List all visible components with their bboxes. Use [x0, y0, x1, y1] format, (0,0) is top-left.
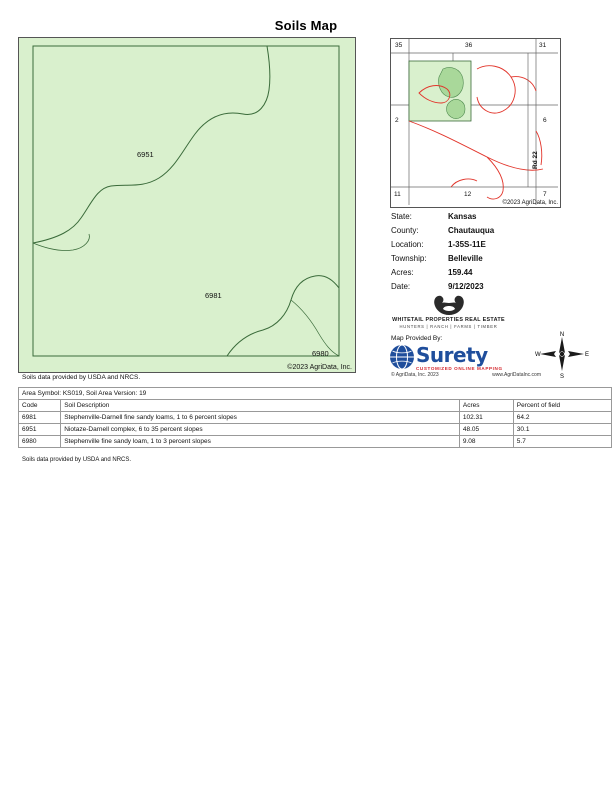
map-footnote: Soils data provided by USDA and NRCS. — [22, 374, 141, 381]
info-value: 159.44 — [448, 267, 473, 277]
svg-text:E: E — [584, 352, 590, 358]
info-label: Township: — [391, 253, 427, 263]
column-header-description: Soil Description — [61, 400, 460, 412]
soil-description: Niotaze-Darnell complex, 6 to 35 percent slopes — [61, 424, 460, 436]
agridata-website: www.AgriDataInc.com — [492, 372, 541, 378]
surety-footer — [391, 372, 541, 378]
soil-percent: 30.1 — [513, 424, 611, 436]
brand-tagline: HUNTERS | RANCH | FARMS | TIMBER — [399, 324, 498, 329]
info-value: Chautauqua — [448, 225, 495, 235]
info-value: Kansas — [448, 211, 477, 221]
soil-code: 6981 — [19, 412, 61, 424]
soil-acres: 9.08 — [459, 436, 513, 448]
info-row-location — [391, 237, 571, 251]
soil-map[interactable] — [18, 37, 356, 373]
surety-wordmark: Surety — [416, 343, 488, 367]
soil-code: 6980 — [19, 436, 61, 448]
info-row-date — [391, 279, 571, 293]
compass-rose — [532, 329, 592, 379]
svg-text:W: W — [535, 352, 541, 358]
info-label: State: — [391, 211, 412, 221]
info-value: 9/12/2023 — [448, 281, 484, 291]
column-header-code: Code — [19, 400, 61, 412]
locator-section-label: 31 — [539, 42, 547, 49]
svg-text:S: S — [559, 374, 565, 379]
table-row — [19, 436, 612, 448]
soils-table — [18, 387, 612, 448]
surety-tagline: CUSTOMIZED ONLINE MAPPING — [416, 366, 503, 371]
compass-icon — [532, 329, 592, 379]
svg-text:N: N — [559, 332, 565, 338]
locator-map[interactable] — [390, 38, 561, 208]
soil-percent: 64.2 — [513, 412, 611, 424]
table-footnote: Soils data provided by USDA and NRCS. — [22, 457, 132, 463]
globe-icon — [389, 344, 415, 370]
column-header-acres: Acres — [459, 400, 513, 412]
table-row — [19, 424, 612, 436]
info-label: Acres: — [391, 267, 414, 277]
column-header-percent: Percent of field — [513, 400, 611, 412]
soil-map-label: 6981 — [205, 291, 222, 300]
page-title: Soils Map — [274, 18, 338, 33]
agridata-copyright: © AgriData, Inc. 2023 — [391, 372, 439, 378]
soil-acres: 102.31 — [459, 412, 513, 424]
info-label: Date: — [391, 281, 411, 291]
area-symbol-text: Area Symbol: KS019, Soil Area Version: 19 — [19, 388, 612, 400]
soil-description: Stephenville-Darnell fine sandy loams, 1 to 6 percent slopes — [61, 412, 460, 424]
map-provided-by-label: Map Provided By: — [391, 335, 443, 342]
locator-section-label: 2 — [395, 117, 399, 124]
soil-map-polygons — [19, 38, 353, 370]
soil-map-label: 6951 — [137, 150, 154, 159]
antler-icon — [429, 294, 469, 316]
info-row-state — [391, 209, 571, 223]
soil-acres: 48.05 — [459, 424, 513, 436]
soil-map-label: 6980 — [312, 349, 329, 358]
brand-name: WHITETAIL PROPERTIES REAL ESTATE — [392, 317, 505, 323]
info-row-acres — [391, 265, 571, 279]
table-header-row — [19, 400, 612, 412]
locator-section-label: 6 — [543, 117, 547, 124]
road-label: Rd 22 — [532, 151, 539, 169]
info-row-township — [391, 251, 571, 265]
locator-section-label: 36 — [465, 42, 473, 49]
locator-copyright: ©2023 AgriData, Inc. — [502, 200, 558, 206]
info-label: Location: — [391, 239, 424, 249]
locator-map-graphic — [391, 39, 558, 205]
soil-percent: 5.7 — [513, 436, 611, 448]
locator-section-label: 11 — [394, 191, 401, 198]
locator-section-label: 7 — [543, 191, 547, 198]
info-value: Belleville — [448, 253, 483, 263]
soil-description: Stephenville fine sandy loam, 1 to 3 percent slopes — [61, 436, 460, 448]
map-copyright: ©2023 AgriData, Inc. — [287, 364, 352, 371]
info-row-county — [391, 223, 571, 237]
table-row — [19, 412, 612, 424]
info-label: County: — [391, 225, 419, 235]
info-value: 1-35S-11E — [448, 239, 486, 249]
locator-section-label: 12 — [464, 191, 472, 198]
property-info — [391, 209, 571, 293]
locator-section-label: 35 — [395, 42, 403, 49]
whitetail-properties-logo — [391, 294, 506, 329]
soil-code: 6951 — [19, 424, 61, 436]
area-symbol-row — [19, 388, 612, 400]
